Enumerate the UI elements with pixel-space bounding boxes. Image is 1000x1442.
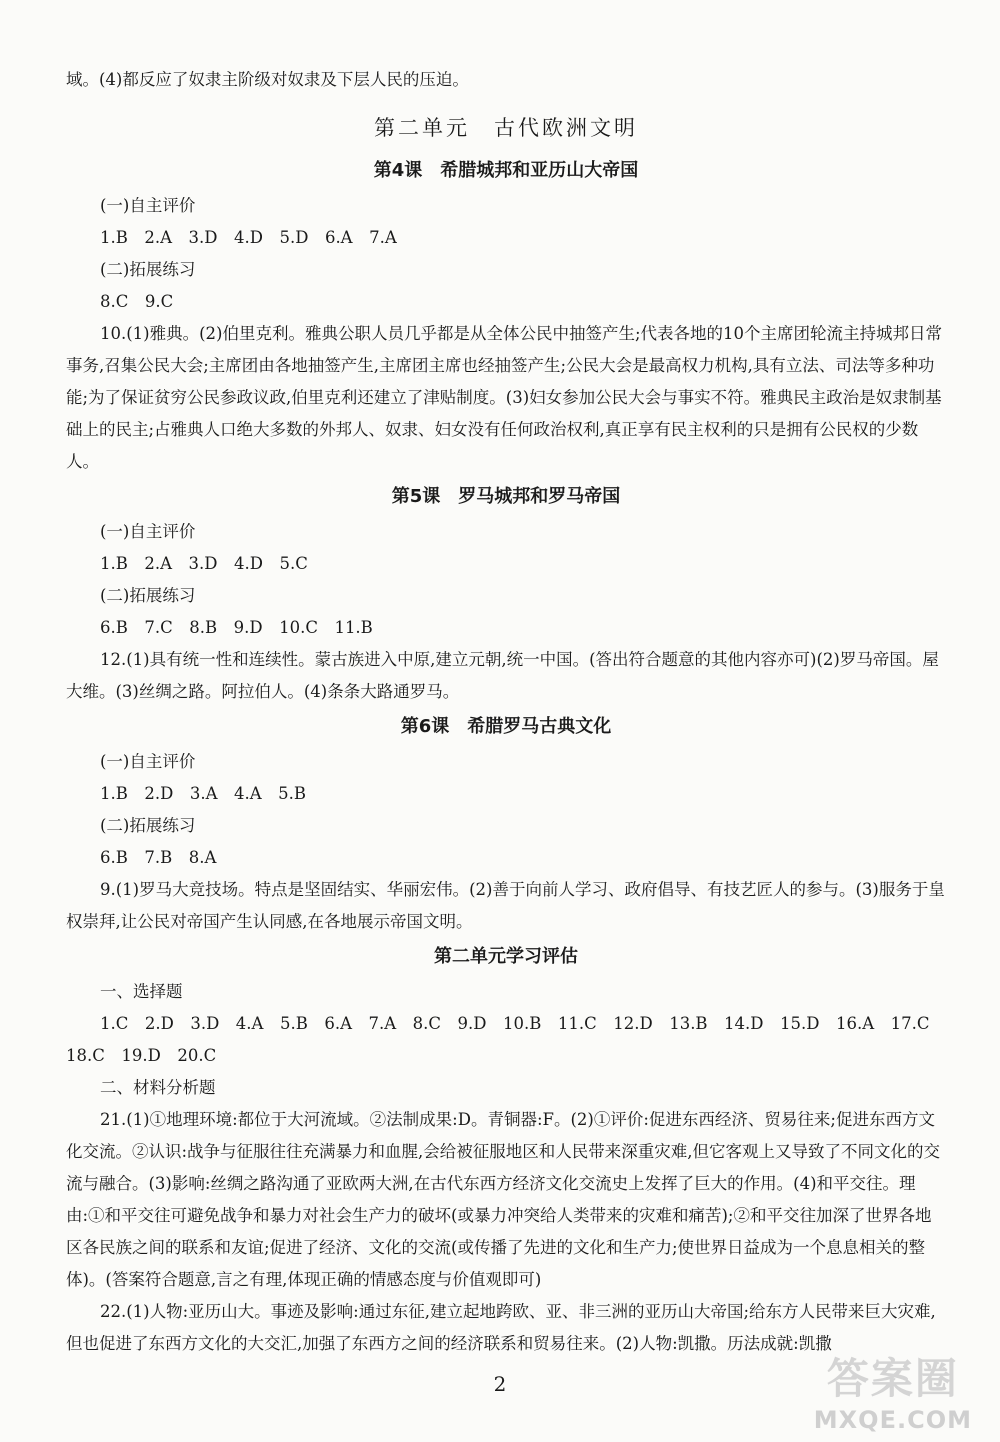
lesson4-title: 第4课 希腊城邦和亚历山大帝国 bbox=[373, 160, 639, 181]
assessment-question-22: 22.(1)人物:亚历山大。事迹及影响:通过东征,建立起地跨欧、亚、非三洲的亚历山大帝国;给东方人民带来巨大灾难,但也促进了东西方文化的大交汇,加强了东西方之间的经济联系和贸易往来。(2)人物:凯撒。历法成就:凯撒 bbox=[66, 1302, 936, 1353]
unit-title: 第二单元 古代欧洲文明 bbox=[374, 116, 638, 140]
lesson6-heading-1: (一)自主评价 bbox=[100, 752, 196, 771]
lesson6-answers-1: 1.B 2.D 3.A 4.A 5.B bbox=[100, 784, 307, 803]
page-number: 2 bbox=[493, 1372, 507, 1396]
lesson6-heading-2: (二)拓展练习 bbox=[100, 816, 196, 835]
lesson6-title: 第6课 希腊罗马古典文化 bbox=[400, 716, 612, 737]
lesson4-heading-1: (一)自主评价 bbox=[100, 196, 196, 215]
lesson5-heading-2: (二)拓展练习 bbox=[100, 586, 196, 605]
assessment-heading-1: 一、选择题 bbox=[100, 982, 183, 1001]
watermark bbox=[814, 1346, 972, 1434]
lesson6-answers-2: 6.B 7.B 8.A bbox=[100, 848, 217, 867]
lesson5-heading-1: (一)自主评价 bbox=[100, 522, 196, 541]
assessment-question-21: 21.(1)①地理环境:都位于大河流域。②法制成果:D。青铜器:F。(2)①评价:促进东西经济、贸易往来;促进东西方文化交流。②认识:战争与征服往往充满暴力和血腥,会给被征服地区和人民带来深重灾难,但它客观上又导致了不同文化的交流与融合。(3)影响:丝绸之路沟通了亚欧两大洲,在古代东西方经济文化交流史上发挥了巨大的作用。(4)和平交往。理由:①和平交往可避免战争和暴力对社会生产力的破坏(或暴力冲突给人类带来的灾难和痛苦);②和平交往加深了世界各地区各民族之间的联系和友谊;促进了经济、文化的交流(或传播了先进的文化和生产力;使世界日益成为一个息息相关的整体)。(答案符合题意,言之有理,体现正确的情感态度与价值观即可) bbox=[66, 1110, 941, 1289]
lesson5-title: 第5课 罗马城邦和罗马帝国 bbox=[391, 486, 621, 507]
lesson5-answers-1: 1.B 2.A 3.D 4.D 5.C bbox=[100, 554, 308, 573]
lesson5-question-12: 12.(1)具有统一性和连续性。蒙古族进入中原,建立元朝,统一中国。(答出符合题意的其他内容亦可)(2)罗马帝国。屋大维。(3)丝绸之路。阿拉伯人。(4)条条大路通罗马。 bbox=[66, 650, 939, 701]
assessment-title: 第二单元学习评估 bbox=[434, 946, 578, 967]
assessment-heading-2: 二、材料分析题 bbox=[100, 1078, 216, 1097]
lesson4-answers-2: 8.C 9.C bbox=[100, 292, 174, 311]
watermark-site: MXQE.COM bbox=[813, 1406, 972, 1434]
assessment-answers-1: 1.C 2.D 3.D 4.A 5.B 6.A 7.A 8.C 9.D 10.B 11.C 12.D 13.B 14.D 15.D 16.A 17.C 18.C 19.D 20.C bbox=[66, 1014, 947, 1065]
lesson4-answers-1: 1.B 2.A 3.D 4.D 5.D 6.A 7.A bbox=[100, 228, 397, 247]
lesson5-answers-2: 6.B 7.C 8.B 9.D 10.C 11.B bbox=[100, 618, 373, 637]
intro-line: 域。(4)都反应了奴隶主阶级对奴隶及下层人民的压迫。 bbox=[66, 70, 469, 89]
document-page bbox=[66, 64, 946, 1360]
lesson4-heading-2: (二)拓展练习 bbox=[100, 260, 196, 279]
lesson6-question-9: 9.(1)罗马大竞技场。特点是坚固结实、华丽宏伟。(2)善于向前人学习、政府倡导、有技艺匠人的参与。(3)服务于皇权崇拜,让公民对帝国产生认同感,在各地展示帝国文明。 bbox=[66, 880, 945, 931]
lesson4-question-10: 10.(1)雅典。(2)伯里克利。雅典公职人员几乎都是从全体公民中抽签产生;代表各地的10个主席团轮流主持城邦日常事务,召集公民大会;主席团由各地抽签产生,主席团主席也经抽签产生;公民大会是最高权力机构,具有立法、司法等多种功能;为了保证贫穷公民参政议政,伯里克利还建立了津贴制度。(3)妇女参加公民大会与事实不符。雅典民主政治是奴隶制基础上的民主;占雅典人口绝大多数的外邦人、奴隶、妇女没有任何政治权利,真正享有民主权利的只是拥有公民权的少数人。 bbox=[66, 324, 943, 471]
watermark-logo: 答案圈 bbox=[826, 1354, 959, 1403]
